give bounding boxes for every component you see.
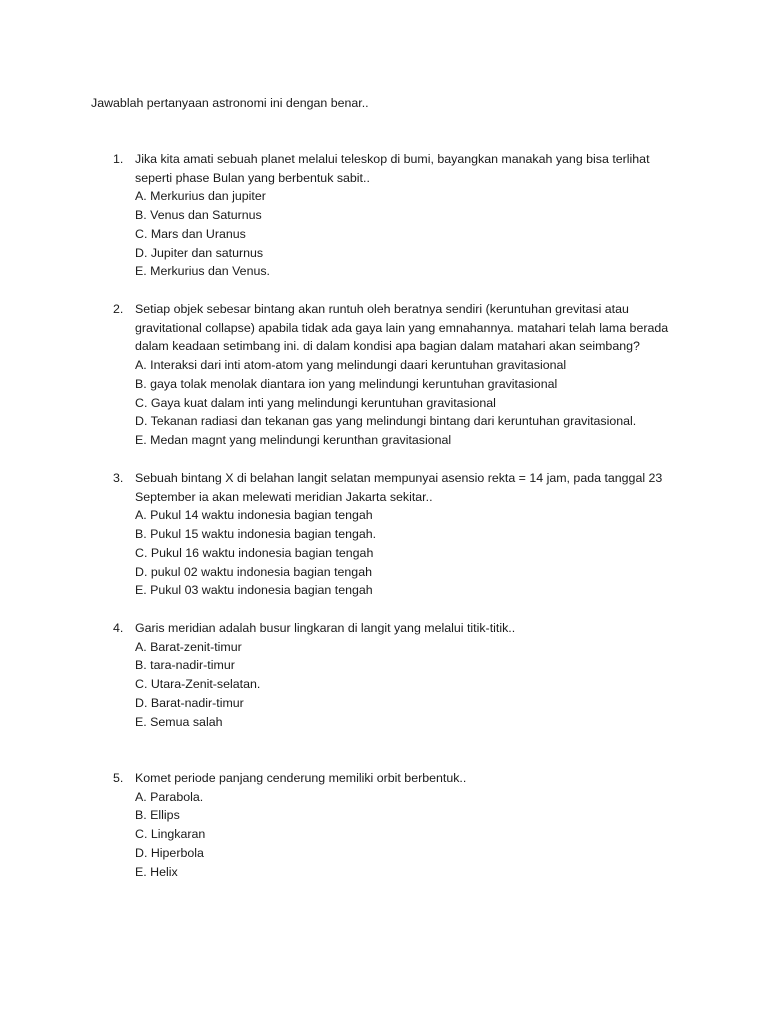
question-text-line: seperti phase Bulan yang berbentuk sabit.. [135, 170, 370, 185]
question-text-line: September ia akan melewati meridian Jakarta sekitar.. [135, 489, 433, 504]
question-text-line: Komet periode panjang cenderung memiliki orbit berbentuk.. [135, 771, 467, 785]
answer-option-c: C. Mars dan Uranus [135, 226, 246, 241]
question-number: 2. [113, 302, 124, 316]
answer-option-a: A. Pukul 14 waktu indonesia bagian tengah [135, 508, 373, 523]
answer-option-d: D. Tekanan radiasi dan tekanan gas yang melindungi bintang dari keruntuhan gravitasional. [135, 414, 637, 429]
answer-option-c: C. Lingkaran [135, 827, 206, 842]
answer-option-b: B. Ellips [135, 808, 180, 823]
question-body [135, 769, 695, 881]
answer-option-d: D. pukul 02 waktu indonesia bagian tengah [135, 564, 372, 579]
intro-instruction: Jawablah pertanyaan astronomi ini dengan benar.. [91, 96, 369, 110]
answer-option-b: B. gaya tolak menolak diantara ion yang melindungi keruntuhan gravitasional [135, 376, 558, 391]
answer-option-d: D. Jupiter dan saturnus [135, 245, 264, 260]
question-text-line: Sebuah bintang X di belahan langit selatan mempunyai asensio rekta = 14 jam, pada tanggal 23 [135, 471, 663, 485]
answer-option-e: E. Helix [135, 864, 178, 879]
answer-option-b: B. Pukul 15 waktu indonesia bagian tengah. [135, 527, 377, 542]
answer-option-c: C. Utara-Zenit-selatan. [135, 677, 261, 692]
answer-option-a: A. Barat-zenit-timur [135, 639, 242, 654]
answer-option-d: D. Barat-nadir-timur [135, 695, 244, 710]
question-body [135, 150, 695, 281]
answer-option-c: C. Pukul 16 waktu indonesia bagian tengah [135, 545, 374, 560]
question-text-line: gravitational collapse) apabila tidak ada gaya lain yang emnahannya. matahari telah lama berada [135, 320, 669, 335]
question-number: 5. [113, 771, 124, 785]
question-number: 4. [113, 621, 124, 635]
question-body [135, 300, 695, 450]
question-body [135, 619, 695, 731]
answer-option-a: A. Merkurius dan jupiter [135, 189, 266, 204]
answer-option-a: A. Interaksi dari inti atom-atom yang melindungi daari keruntuhan gravitasional [135, 358, 567, 373]
question-number: 3. [113, 471, 124, 485]
answer-option-c: C. Gaya kuat dalam inti yang melindungi keruntuhan gravitasional [135, 395, 496, 410]
answer-option-b: B. tara-nadir-timur [135, 658, 235, 673]
answer-option-e: E. Pukul 03 waktu indonesia bagian tengah [135, 583, 373, 598]
question-text-line: Setiap objek sebesar bintang akan runtuh oleh beratnya sendiri (keruntuhan grevitasi atau [135, 302, 629, 316]
answer-option-d: D. Hiperbola [135, 845, 204, 860]
answer-option-e: E. Medan magnt yang melindungi kerunthan gravitasional [135, 432, 452, 447]
answer-option-b: B. Venus dan Saturnus [135, 208, 262, 223]
answer-option-e: E. Merkurius dan Venus. [135, 264, 270, 279]
question-number: 1. [113, 152, 124, 166]
answer-option-a: A. Parabola. [135, 789, 204, 804]
answer-option-e: E. Semua salah [135, 714, 223, 729]
question-text-line: Jika kita amati sebuah planet melalui teleskop di bumi, bayangkan manakah yang bisa terlihat [135, 152, 650, 166]
question-body [135, 469, 695, 600]
question-text-line: dalam keadaan setimbang ini. di dalam kondisi apa bagian dalam matahari akan seimbang? [135, 339, 640, 354]
question-text-line: Garis meridian adalah busur lingkaran di langit yang melalui titik-titik.. [135, 621, 516, 635]
